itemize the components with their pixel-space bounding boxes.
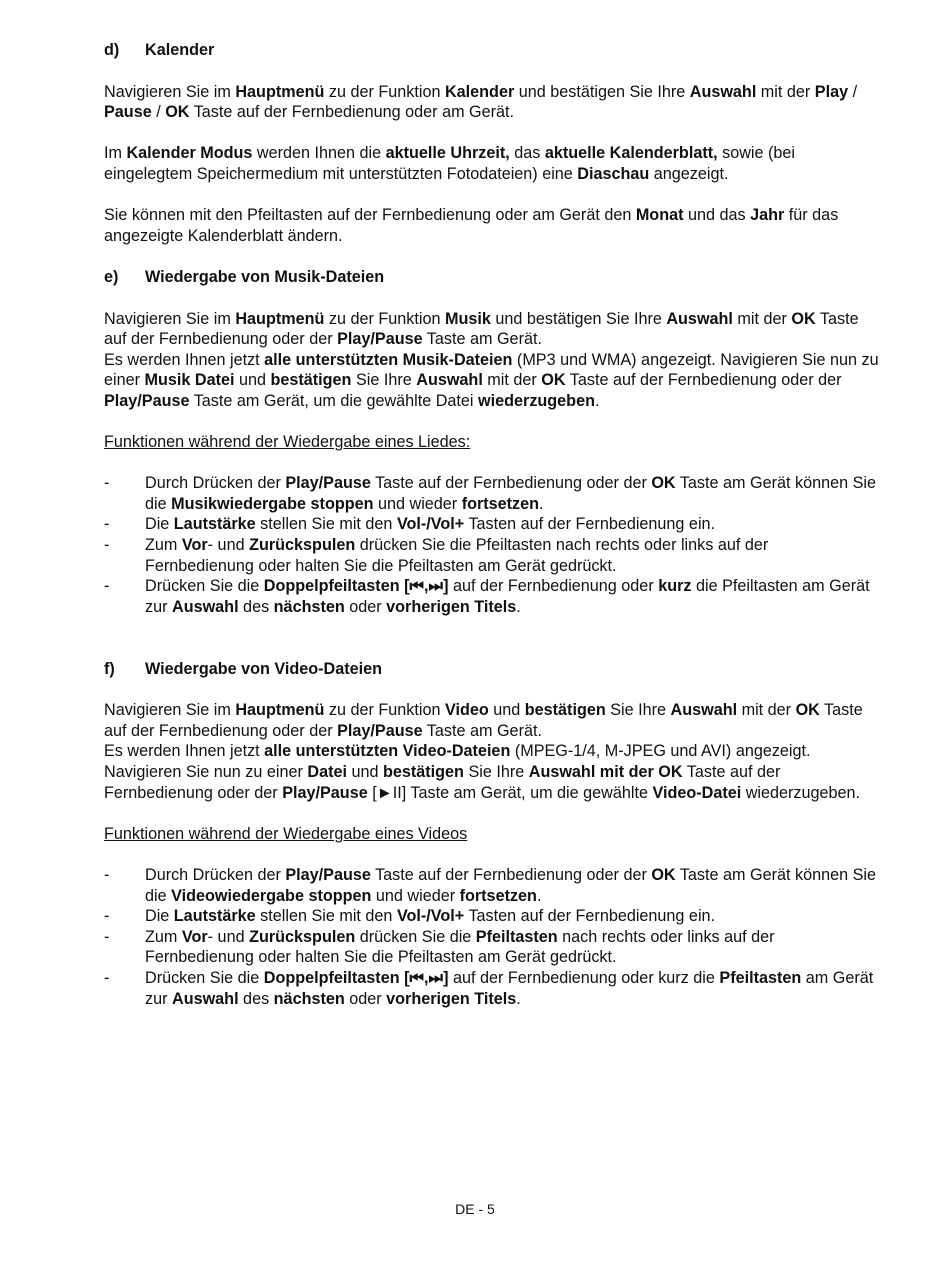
bullet-dash: - (104, 927, 110, 946)
bullet-dash: - (104, 907, 110, 926)
section-d-paragraph-1 (104, 82, 879, 123)
section-e-paragraph-1 (104, 309, 879, 350)
section-f-paragraph-2 (104, 741, 879, 803)
text-run: drücken Sie die Pfeiltasten nach rechts oder links auf der Fernbedienung oder halten Sie die Pfeiltasten am Gerät gedrückt. (145, 536, 769, 575)
bold-text: Video-Datei (652, 783, 742, 802)
text-run: stellen Sie mit den (255, 907, 397, 926)
text-run: Taste auf der Fernbedienung oder der (104, 309, 859, 349)
text-run: (MPEG-1/4, M-JPEG und AVI) angezeigt. Navigieren Sie nun zu einer (104, 742, 811, 781)
section-f-label: f) (104, 659, 115, 678)
text-run: mit der (482, 371, 542, 390)
spacer (104, 638, 879, 659)
bold-text: Auswahl (528, 763, 596, 781)
bullet-dash: - (104, 968, 110, 987)
bold-text: OK (541, 371, 566, 390)
bold-text: wiederzugeben (478, 391, 595, 410)
text-run: Zum (145, 536, 182, 555)
list-item (104, 865, 879, 906)
section-d-paragraph-2 (104, 143, 879, 184)
bold-text: nächsten (273, 989, 345, 1008)
section-e-paragraph-2 (104, 350, 879, 412)
bold-text: Musikwiedergabe stoppen (171, 494, 374, 513)
bold-text: Auswahl (666, 309, 733, 328)
text-run: Durch Drücken der (145, 474, 286, 493)
bold-text: aktuelle Uhrzeit, (385, 144, 510, 163)
bold-text: Auswahl (172, 597, 239, 616)
bold-text: Pause (104, 103, 152, 122)
bold-text: Doppelpfeiltasten [⏮,⏭] (263, 968, 449, 987)
list-item (104, 514, 879, 535)
text-run: werden Ihnen die (252, 144, 386, 163)
list-item (104, 473, 879, 514)
bold-text: Hauptmenü (235, 701, 325, 720)
text-run: und (346, 763, 383, 781)
text-run: . (516, 597, 521, 616)
text-run: zu der Funktion (324, 701, 445, 720)
bold-text: bestätigen (524, 701, 606, 720)
text-run: [►II] (367, 783, 407, 802)
text-run: am Gerät zur (145, 968, 874, 1008)
section-e-function-list (104, 473, 879, 617)
bold-text: Auswahl (670, 701, 738, 720)
bold-text: Monat (635, 206, 684, 225)
text-run: Durch Drücken der (145, 865, 286, 884)
bold-text: Auswahl (689, 82, 757, 101)
list-item (104, 927, 879, 968)
text-run: mit der (732, 309, 792, 328)
text-run: Taste am Gerät. (422, 721, 542, 740)
bold-text: kurz (658, 577, 692, 596)
bold-text: vorherigen Titels (386, 989, 517, 1008)
bold-text: Hauptmenü (235, 309, 325, 328)
section-f-title: Wiedergabe von Video-Dateien (145, 659, 383, 678)
bold-text: Hauptmenü (235, 82, 325, 101)
document-page (104, 40, 879, 1030)
text-run: Tasten auf der Fernbedienung ein. (464, 515, 716, 534)
text-run: angezeigt. (649, 164, 729, 183)
text-run: und das (683, 206, 751, 225)
bullet-dash: - (104, 865, 110, 884)
section-e-title: Wiedergabe von Musik-Dateien (145, 267, 385, 286)
bold-text: Play/Pause (337, 330, 423, 349)
bold-text: Auswahl (416, 371, 483, 390)
bold-text: Diaschau (577, 164, 650, 183)
text-run: Taste auf der Fernbedienung oder der (104, 763, 781, 802)
text-run: des (238, 989, 274, 1008)
text-run: - und (207, 927, 250, 946)
bold-text: Lautstärke (173, 515, 256, 534)
bold-text: Zurückspulen (249, 927, 356, 946)
bold-text: Jahr (750, 206, 785, 225)
text-run: Taste auf der Fernbedienung oder der (370, 474, 652, 493)
section-d-heading (104, 40, 879, 61)
text-run: Taste auf der Fernbedienung oder der (370, 865, 652, 884)
section-f-function-list (104, 865, 879, 1009)
text-run: die Pfeiltasten am Gerät zur (145, 577, 870, 616)
text-run: und (234, 371, 271, 390)
bold-text: alle unterstützten Video-Dateien (264, 742, 511, 761)
section-d-paragraph-3 (104, 205, 879, 246)
bullet-dash: - (104, 536, 110, 555)
text-run: Taste am Gerät. (422, 330, 542, 349)
section-e-heading (104, 267, 879, 288)
page-number: DE - 5 (455, 1201, 495, 1217)
bold-text: OK (651, 865, 676, 884)
bold-text: Play/Pause (337, 721, 423, 740)
section-d-label: d) (104, 41, 120, 59)
bold-text: Play/Pause (285, 474, 371, 493)
section-f-paragraph-1 (104, 700, 879, 741)
bold-text: Doppelpfeiltasten [⏮,⏭] (263, 577, 449, 596)
bold-text: aktuelle Kalenderblatt, (544, 144, 718, 163)
section-d-title: Kalender (145, 41, 215, 59)
list-item (104, 906, 879, 927)
text-run: und wieder (373, 494, 462, 513)
bold-text: Play/Pause (282, 783, 368, 802)
text-run: Navigieren Sie im (104, 309, 236, 328)
text-run: auf der Fernbedienung oder (448, 577, 659, 596)
bold-text: fortsetzen (461, 494, 540, 513)
text-run: das (509, 144, 545, 163)
text-run: sowie (bei eingelegtem Speichermedium mit unterstützten Fotodateien) eine (104, 144, 795, 183)
text-run: Taste auf der Fernbedienung oder am Gerät. (189, 103, 515, 122)
text-run: . (536, 886, 542, 905)
section-f-subheading: Funktionen während der Wiedergabe eines Videos (104, 824, 468, 843)
text-run: Sie Ihre (463, 763, 529, 781)
text-run: mit der (756, 82, 815, 101)
bold-text: OK (791, 309, 816, 328)
text-run: Taste auf der Fernbedienung oder der (565, 371, 842, 390)
list-item (104, 535, 879, 576)
bold-text: Vol-/Vol+ (396, 907, 465, 926)
text-run: Taste am Gerät, um die gewählte (406, 783, 653, 802)
text-run: Drücken Sie die (145, 577, 264, 596)
bold-text: OK (651, 474, 676, 493)
bold-text: Datei (307, 763, 347, 781)
bold-text: Pfeiltasten (719, 968, 802, 987)
text-run: zu der Funktion (324, 82, 445, 101)
bold-text: bestätigen (382, 763, 464, 781)
text-run: nach rechts oder links auf der Fernbedienung oder halten Sie die Pfeiltasten am Gerät gedrückt. (145, 927, 775, 967)
text-run: Sie können mit den Pfeiltasten auf der Fernbedienung oder am Gerät den (104, 206, 636, 225)
bold-text: Vor (181, 927, 208, 946)
list-item (104, 576, 879, 617)
bold-text: Play/Pause (104, 391, 190, 410)
text-run: wiederzugeben. (741, 783, 861, 802)
text-run: Taste am Gerät können Sie die (145, 865, 876, 905)
text-run: oder (344, 597, 387, 616)
text-run: Die (145, 515, 174, 534)
text-run: Navigieren Sie im (104, 701, 236, 720)
text-run: Die (145, 907, 174, 926)
text-run: (MP3 und WMA) angezeigt. Navigieren Sie nun zu einer (104, 350, 879, 390)
text-run: Navigieren Sie im (104, 82, 236, 101)
text-run: drücken Sie die (355, 927, 476, 946)
text-run: Es werden Ihnen jetzt (104, 350, 265, 369)
bold-text: vorherigen Titels (386, 597, 517, 616)
text-run: - und (207, 536, 250, 555)
section-f-heading (104, 659, 879, 680)
text-run: Es werden Ihnen jetzt (104, 742, 265, 761)
bold-text: bestätigen (270, 371, 352, 390)
bold-text: OK (658, 763, 683, 781)
bold-text: nächsten (273, 597, 345, 616)
bold-text: Musik Datei (144, 371, 235, 390)
bold-text: Zurückspulen (249, 536, 356, 555)
bullet-dash: - (104, 474, 110, 493)
text-run: Im (104, 144, 127, 163)
text-run: Taste auf der Fernbedienung oder der (104, 701, 863, 740)
bold-text: Play/Pause (285, 865, 371, 884)
text-run: oder (344, 989, 387, 1008)
text-run: Drücken Sie die (145, 968, 264, 987)
text-run: und (488, 701, 525, 720)
text-run: und bestätigen Sie Ihre (514, 82, 690, 101)
text-run: für das angezeigte Kalenderblatt ändern. (104, 206, 839, 245)
text-run: Taste am Gerät können Sie die (145, 474, 876, 513)
text-run: stellen Sie mit den (255, 515, 397, 534)
text-run: . (516, 989, 521, 1008)
text-run: . (539, 494, 544, 513)
bold-text: Auswahl (172, 989, 239, 1008)
text-run: Zum (145, 927, 182, 946)
bold-text: Vor (181, 536, 208, 555)
text-run: . (594, 391, 600, 410)
text-run: Taste am Gerät, um die gewählte Datei (189, 391, 479, 410)
bold-text: Videowiedergabe stoppen (171, 886, 372, 905)
text-run: mit der (737, 701, 796, 720)
bold-text: Pfeiltasten (475, 927, 558, 946)
text-run: Sie Ihre (605, 701, 671, 720)
bold-text: Kalender Modus (126, 144, 253, 163)
text-run: und bestätigen Sie Ihre (490, 309, 667, 328)
text-run: zu der Funktion (324, 309, 445, 328)
text-run: des (238, 597, 274, 616)
bold-text: alle unterstützten Musik-Dateien (264, 350, 513, 369)
section-e-label: e) (104, 267, 119, 286)
bold-text: mit der (595, 763, 659, 781)
text-run: und wieder (371, 886, 460, 905)
bold-text: Musik (444, 309, 491, 328)
bold-text: Vol-/Vol+ (396, 515, 465, 534)
bold-text: Kalender (444, 82, 515, 101)
text-run: Sie Ihre (351, 371, 417, 390)
bold-text: Lautstärke (173, 907, 256, 926)
section-e-subheading: Funktionen während der Wiedergabe eines Liedes: (104, 433, 471, 452)
list-item (104, 968, 879, 1009)
bold-text: OK (165, 103, 190, 122)
text-run: / (151, 103, 166, 122)
bold-text: OK (795, 701, 820, 720)
bold-text: fortsetzen (459, 886, 537, 905)
bold-text: Video (444, 701, 489, 720)
text-run: auf der Fernbedienung oder kurz die (448, 968, 720, 987)
bullet-dash: - (104, 577, 110, 596)
text-run: / (848, 82, 858, 101)
bold-text: Play (814, 82, 849, 101)
text-run: Tasten auf der Fernbedienung ein. (464, 907, 716, 926)
bullet-dash: - (104, 515, 110, 534)
